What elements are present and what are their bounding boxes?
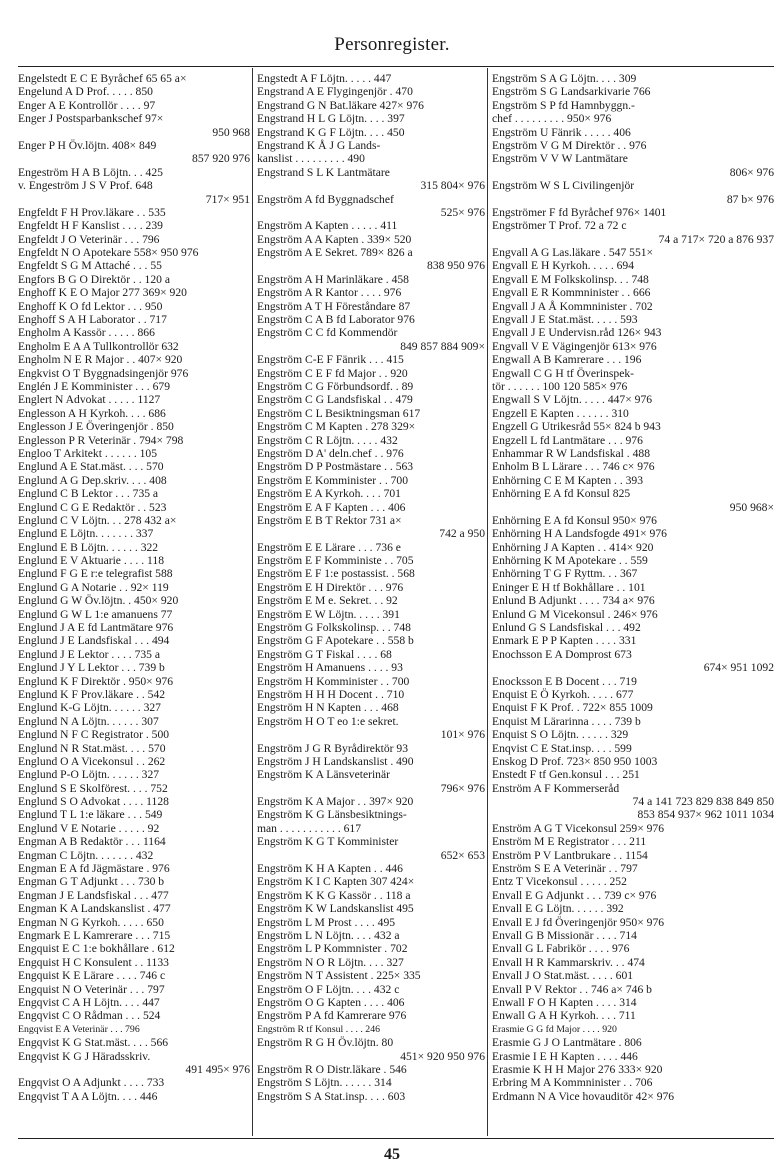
register-entry: Enghoff K O fd Lektor . . . 950 [18, 299, 163, 313]
register-entry: Enhörning K M Apotekare . . 559 [492, 554, 648, 568]
register-entry: Engström D A' deln.chef . . 976 [257, 446, 404, 460]
register-entry: Enmark E P P Kapten . . . . 331 [492, 634, 637, 648]
register-entry: Enqvist C E Stat.insp. . . . 599 [492, 741, 632, 755]
register-entry: Engfeldt N O Apotekare 558× 950 976 [18, 246, 199, 260]
register-entry: Engström R O Distr.läkare . 546 [257, 1062, 407, 1076]
register-entry: Engström E M e. Sekret. . . 92 [257, 594, 398, 608]
register-entry: Englund J E Landsfiskal . . . 494 [18, 634, 170, 648]
register-entry: Engström C E F fd Major . . 920 [257, 366, 408, 380]
register-entry: Englund N A Löjtn. . . . . . 307 [18, 714, 159, 728]
register-column-2 [257, 72, 485, 1103]
register-entry: Enhörning H A Landsfogde 491× 976 [492, 527, 667, 541]
register-column-3 [492, 72, 774, 1103]
register-entry-continuation: 315 804× 976 [420, 179, 485, 193]
register-entry: Engström K H A Kapten . . 446 [257, 862, 403, 876]
register-entry-continuation: 74 a 717× 720 a 876 937 [658, 232, 774, 246]
register-entry-continuation: 491 495× 976 [185, 1062, 250, 1076]
register-entry: Enhörning E A fd Konsul 825 [492, 487, 631, 501]
register-entry: Enquist E Ö Kyrkoh. . . . . 677 [492, 687, 634, 701]
register-entry-continuation: 806× 976 [729, 165, 774, 179]
register-entry: Engvall E R Kommninister . . 666 [492, 286, 651, 300]
register-entry: Englert N Advokat . . . . . 1127 [18, 393, 161, 407]
register-entry: Engström K G T Komminister [257, 835, 399, 849]
register-entry: Engström H Amanuens . . . . 93 [257, 661, 403, 675]
register-entry: Engholm E A A Tullkontrollör 632 [18, 339, 179, 353]
register-entry: Engvall A G Las.läkare . 547 551× [492, 246, 654, 260]
register-entry: Engström K K G Kassör . . 118 a [257, 888, 411, 902]
register-entry: Engvall J E Undervisn.råd 126× 943 [492, 326, 662, 340]
register-entry: Engström V G M Direktör . . 976 [492, 138, 647, 152]
register-entry: Engqvist C O Rådman . . . 524 [18, 1009, 161, 1023]
register-entry: Engström K A Länsveterinär [257, 768, 390, 782]
register-entry: Engström E A F Kapten . . . 406 [257, 500, 406, 514]
column-divider [252, 68, 253, 1136]
register-entry: Engström K A Major . . 397× 920 [257, 795, 414, 809]
register-entry: Engström A R Kantor . . . . 976 [257, 286, 402, 300]
register-entry: Englund J Y L Lektor . . . 739 b [18, 661, 165, 675]
register-entry: Envall E J fd Överingenjör 950× 976 [492, 915, 665, 929]
register-entry: Engman E A fd Jägmästare . 976 [18, 862, 170, 876]
register-entry: Engström A fd Byggnadschef [257, 192, 394, 206]
register-entry: Engvall E M Folkskolinsp. . . 748 [492, 272, 649, 286]
register-entry: Engström K I C Kapten 307 424× [257, 875, 415, 889]
register-entry: Engfeldt J O Veterinär . . . 796 [18, 232, 160, 246]
register-entry: Engeström H A B Löjtn. . . 425 [18, 165, 163, 179]
register-entry: Englund T L 1:e läkare . . . 549 [18, 808, 163, 822]
register-entry: Engström N T Assistent . 225× 335 [257, 969, 421, 983]
register-entry: Engström S A G Löjtn. . . . 309 [492, 72, 637, 85]
register-entry-continuation: 950 968 [212, 125, 250, 139]
register-entry: Engström A Kapten . . . . . 411 [257, 219, 398, 233]
register-entry: Enger J Postsparbankschef 97× [18, 112, 164, 126]
register-entry: Engfeldt F H Prov.läkare . . 535 [18, 205, 166, 219]
register-entry: Engqvist K G J Häradsskriv. [18, 1049, 151, 1063]
register-entry: Englund J E Lektor . . . . 735 a [18, 647, 161, 661]
register-entry: Engfors B G O Direktör . . 120 a [18, 272, 170, 286]
register-entry: Engström A A Kapten . 339× 520 [257, 232, 412, 246]
register-entry: Engström E F Komministe . . 705 [257, 554, 414, 568]
register-entry: Englund C B Lektor . . . 735 a [18, 487, 159, 501]
register-entry: kanslist . . . . . . . . . 490 [257, 152, 365, 166]
register-entry: Enger A E Kontrollör . . . . 97 [18, 98, 156, 112]
register-entry: Engqvist K G Stat.mäst. . . . 566 [18, 1036, 169, 1050]
register-entry: Englund K F Direktör . 950× 976 [18, 674, 173, 688]
register-entry: Engströmer F fd Byråchef 976× 1401 [492, 205, 667, 219]
register-entry: Engström W S L Civilingenjör [492, 179, 635, 193]
register-entry: Engstrand K Å J G Lands- [257, 138, 381, 152]
register-entry: Enger P H Öv.löjtn. 408× 849 [18, 138, 157, 152]
register-entry: Envall P V Rektor . . 746 a× 746 b [492, 982, 652, 996]
register-entry: Engström K G Länsbesiktnings- [257, 808, 407, 822]
register-entry: Enström A F Kommerseråd [492, 781, 620, 795]
register-entry: Englund K F Prov.läkare . . 542 [18, 687, 166, 701]
register-entry: Engström A H Marinläkare . 458 [257, 272, 409, 286]
register-entry: Engkvist O T Byggnadsingenjör 976 [18, 366, 189, 380]
register-entry: Engqvist T A A Löjtn. . . . 446 [18, 1089, 158, 1103]
register-entry: Engström C R Löjtn. . . . . 432 [257, 433, 398, 447]
register-entry: Englund S O Advokat . . . . 1128 [18, 795, 169, 809]
register-entry: Engelstedt E C E Byråchef 65 65 a× [18, 72, 187, 85]
register-entry: Envall E G Löjtn. . . . . . 392 [492, 902, 624, 916]
register-entry: Enhörning J A Kapten . . 414× 920 [492, 540, 654, 554]
register-entry: Engström C G Landsfiskal . . 479 [257, 393, 413, 407]
register-entry-continuation: 849 857 884 909× [400, 339, 485, 353]
register-entry: Envall J O Stat.mäst. . . . . 601 [492, 969, 634, 983]
register-entry: Engman G T Adjunkt . . . 730 b [18, 875, 165, 889]
register-entry-continuation: 451× 920 950 976 [400, 1049, 485, 1063]
register-entry: Engström G Folkskolinsp. . . 748 [257, 621, 411, 635]
page-number: 45 [384, 1146, 400, 1163]
register-entry: Enström S E A Veterinär . . 797 [492, 862, 638, 876]
register-entry: Engstedt A F Löjtn. . . . . 447 [257, 72, 392, 85]
register-entry: Engströmer T Prof. 72 a 72 c [492, 219, 627, 233]
register-entry: Engman C Löjtn. . . . . . . 432 [18, 848, 154, 862]
register-entry: Enquist F K Prof. . 722× 855 1009 [492, 701, 653, 715]
register-entry-continuation: 674× 951 1092 [703, 661, 774, 675]
register-entry: Erasmie G G fd Major . . . . 920 [492, 1023, 617, 1035]
register-entry: Engström S P fd Hamnbyggn.- [492, 98, 635, 112]
register-entry-continuation: 74 a 141 723 829 838 849 850 [632, 795, 774, 809]
register-entry: Englund G W Öv.löjtn. . 450× 920 [18, 594, 179, 608]
register-entry: Engström R G H Öv.löjtn. 80 [257, 1036, 394, 1050]
register-entry-continuation: 87 b× 976 [726, 192, 774, 206]
register-entry: Engwall C G H tf Överinspek- [492, 366, 634, 380]
register-entry: Englund N R Stat.mäst. . . . 570 [18, 741, 166, 755]
register-entry: Enlund G S Landsfiskal . . . 492 [492, 621, 641, 635]
register-entry: Engström E B T Rektor 731 a× [257, 513, 402, 527]
register-entry: Engstrand S L K Lantmätare [257, 165, 390, 179]
register-entry: Engström O G Kapten . . . . 406 [257, 995, 405, 1009]
register-entry: Envall G L Fabrikör . . . . 976 [492, 942, 630, 956]
register-entry-continuation: 796× 976 [440, 781, 485, 795]
register-entry: chef . . . . . . . . . 950× 976 [492, 112, 612, 126]
register-entry-continuation: 101× 976 [440, 728, 485, 742]
register-entry: Engström U Fänrik . . . . . 406 [492, 125, 631, 139]
register-entry: Engström A T H Föreståndare 87 [257, 299, 411, 313]
register-entry: Engström E H Direktör . . . 976 [257, 580, 404, 594]
register-entry: Englund C V Löjtn. . . 278 432 a× [18, 513, 177, 527]
register-entry: Englund V E Notarie . . . . . 92 [18, 821, 160, 835]
register-entry: Engquist N O Veterinär . . . 797 [18, 982, 165, 996]
register-entry: Englesson A H Kyrkoh. . . . 686 [18, 406, 166, 420]
register-entry: Engström C A B fd Laborator 976 [257, 313, 415, 327]
register-entry: Enwall F O H Kapten . . . . 314 [492, 995, 637, 1009]
register-entry: Englund C G E Redaktör . . 523 [18, 500, 167, 514]
register-entry: Englund G W L 1:e amanuens 77 [18, 607, 173, 621]
register-entry: Englund F G E r:e telegrafist 588 [18, 567, 173, 581]
register-entry: Engvall V E Vägingenjör 613× 976 [492, 339, 657, 353]
register-entry: Engström D P Postmästare . . 563 [257, 460, 414, 474]
register-entry: Engström E Komminister . . 700 [257, 473, 409, 487]
register-entry: Engman A B Redaktör . . . 1164 [18, 835, 166, 849]
register-entry: Engström O F Löjtn. . . . 432 c [257, 982, 400, 996]
register-entry: Engström J H Landskanslist . 490 [257, 754, 414, 768]
register-entry: Engström P A fd Kamrerare 976 [257, 1009, 407, 1023]
register-entry: Engström V V W Lantmätare [492, 152, 628, 166]
register-entry: Engström C L Besiktningsman 617 [257, 406, 421, 420]
register-entry: tör . . . . . . 100 120 585× 976 [492, 379, 628, 393]
register-entry: Enquist M Lärarinna . . . . 739 b [492, 714, 641, 728]
register-entry: Engström G T Fiskal . . . . 68 [257, 647, 392, 661]
register-entry: Engholm A Kassör . . . . . 866 [18, 326, 155, 340]
register-entry: Engquist H C Konsulent . . 1133 [18, 955, 169, 969]
register-entry-continuation: 717× 951 [205, 192, 250, 206]
register-entry: Englund A E Stat.mäst. . . . 570 [18, 460, 164, 474]
register-entry: Engström C-E F Fänrik . . . 415 [257, 353, 404, 367]
register-entry: Engman N G Kyrkoh. . . . . 650 [18, 915, 164, 929]
register-entry: Engwall A B Kamrerare . . . 196 [492, 353, 642, 367]
register-entry: Engqvist C A H Löjtn. . . . 447 [18, 995, 160, 1009]
register-entry: Engström E E Lärare . . . 736 e [257, 540, 401, 554]
register-entry: Engstrand H L G Löjtn. . . . 397 [257, 112, 405, 126]
register-entry: Engström H O T eo 1:e sekret. [257, 714, 399, 728]
register-entry: v. Engeström J S V Prof. 648 [18, 179, 153, 193]
register-entry: Engvall J E Stat.mäst. . . . . 593 [492, 313, 638, 327]
register-entry: Enström A G T Vicekonsul 259× 976 [492, 821, 665, 835]
page-title: Personregister. [334, 34, 450, 55]
register-entry: Englund A G Dep.skriv. . . . 408 [18, 473, 167, 487]
register-entry: Enwall G A H Kyrkoh. . . . 711 [492, 1009, 636, 1023]
register-entry: Erasmie I E H Kapten . . . . 446 [492, 1049, 638, 1063]
register-entry: Engström G F Apotekare . . 558 b [257, 634, 414, 648]
register-entry: Erasmie K H H Major 276 333× 920 [492, 1062, 663, 1076]
register-entry: Engman K A Landskanslist . 477 [18, 902, 171, 916]
register-entry: Enström P V Lantbrukare . . 1154 [492, 848, 648, 862]
register-entry: Engström C G Förbundsordf. . 89 [257, 379, 414, 393]
register-entry: Engquist K E Lärare . . . . 746 c [18, 969, 166, 983]
register-entry: Englund K-G Löjtn. . . . . . 327 [18, 701, 161, 715]
register-entry: Engström E W Löjtn. . . . . 391 [257, 607, 400, 621]
register-entry-continuation: 857 920 976 [192, 152, 250, 166]
register-entry: Englesson P R Veterinär . 794× 798 [18, 433, 184, 447]
register-entry: Engvall E H Kyrkoh. . . . . 694 [492, 259, 635, 273]
register-entry: Envall H R Kammarskriv. . . 474 [492, 955, 645, 969]
register-entry: Engström S A Stat.insp. . . . 603 [257, 1089, 406, 1103]
register-entry: Engström L N Löjtn. . . . 432 a [257, 929, 400, 942]
register-entry: Engholm N E R Major . . 407× 920 [18, 353, 183, 367]
register-entry: Enstedt F tf Gen.konsul . . . 251 [492, 768, 640, 782]
register-entry: Enström M E Registrator . . . 211 [492, 835, 647, 849]
register-entry: Engström H H H Docent . . 710 [257, 687, 405, 701]
register-entry: Englund E Löjtn. . . . . . . 337 [18, 527, 154, 541]
register-entry: Englund E V Aktuarie . . . . 118 [18, 554, 164, 568]
register-entry: Englesson J E Överingenjör . 850 [18, 420, 174, 434]
register-entry: Engqvist O A Adjunkt . . . . 733 [18, 1076, 165, 1090]
register-entry: Engstrand K G F Löjtn. . . . 450 [257, 125, 405, 139]
register-entry: Enghoff S A H Laborator . . 717 [18, 313, 167, 327]
register-entry: Englund J A E fd Lantmätare 976 [18, 621, 174, 635]
register-entry: Engstrand A E Flygingenjör . 470 [257, 85, 413, 99]
register-entry: Engzell G Utrikesråd 55× 824 b 943 [492, 420, 661, 434]
register-entry-continuation: 652× 653 [440, 848, 485, 862]
register-entry: Engfeldt H F Kanslist . . . . 239 [18, 219, 163, 233]
register-entry: Enghoff K E O Major 277 369× 920 [18, 286, 187, 300]
register-entry: Englund E B Löjtn. . . . . . 322 [18, 540, 159, 554]
register-entry: Engström E F 1:e postassist. . 568 [257, 567, 415, 581]
register-entry: Entz T Vicekonsul . . . . . 252 [492, 875, 627, 889]
footer-rule [18, 1138, 774, 1139]
register-entry: Engström S G Landsarkivarie 766 [492, 85, 651, 99]
register-entry: Enquist S O Löjtn. . . . . . 329 [492, 728, 629, 742]
register-entry: Engström A E Sekret. 789× 826 a [257, 246, 413, 260]
register-entry: Engström E A Kyrkoh. . . . 701 [257, 487, 401, 501]
register-entry: Engmark E L Kamrerare . . . 715 [18, 929, 171, 942]
register-entry: Engström R tf Konsul . . . . 246 [257, 1023, 381, 1035]
register-entry: Englund O A Vicekonsul . . 262 [18, 754, 166, 768]
register-entry: Englund G A Notarie . . 92× 119 [18, 580, 169, 594]
register-entry: Enhammar R W Landsfiskal . 488 [492, 446, 650, 460]
register-entry: Englén J E Komminister . . . 679 [18, 379, 170, 393]
register-entry: Erbring M A Kommninister . . 706 [492, 1076, 653, 1090]
register-entry: Engström N O R Löjtn. . . . 327 [257, 955, 404, 969]
register-entry: Envall E G Adjunkt . . . 739 c× 976 [492, 888, 657, 902]
register-entry: Engström C C fd Kommendör [257, 326, 398, 340]
register-entry: Envall G B Missionär . . . . 714 [492, 929, 637, 942]
register-entry: Engström H N Kapten . . . 468 [257, 701, 399, 715]
register-entry: Engzell E Kapten . . . . . . 310 [492, 406, 629, 420]
register-entry: Enlund B Adjunkt . . . . 734 a× 976 [492, 594, 655, 608]
register-entry: Engman J E Landsfiskal . . . 477 [18, 888, 169, 902]
register-entry-continuation: 950 968× [729, 500, 774, 514]
register-entry: Engelund A D Prof. . . . . 850 [18, 85, 153, 99]
register-entry: Englund P-O Löjtn. . . . . . 327 [18, 768, 160, 782]
register-entry-continuation: 525× 976 [440, 205, 485, 219]
register-entry: Engloo T Arkitekt . . . . . . 105 [18, 446, 158, 460]
register-entry: Enlund G M Vicekonsul . 246× 976 [492, 607, 658, 621]
register-entry: Enholm B L Lärare . . . 746 c× 976 [492, 460, 655, 474]
register-entry-continuation: 838 950 976 [427, 259, 485, 273]
register-entry: Engvall J A Å Kommninister . 702 [492, 299, 653, 313]
register-entry: Erdmann N A Vice hovauditör 42× 976 [492, 1089, 675, 1103]
register-entry-continuation: 853 854 937× 962 1011 1034 [637, 808, 774, 822]
register-entry: Enskog D Prof. 723× 850 950 1003 [492, 754, 658, 768]
register-entry: Engström C M Kapten . 278 329× [257, 420, 416, 434]
register-entry: Engström S Löjtn. . . . . . 314 [257, 1076, 392, 1090]
register-entry: Enhörning C E M Kapten . . 393 [492, 473, 644, 487]
register-entry: Englund N F C Registrator . 500 [18, 728, 170, 742]
register-entry: Enhörning E A fd Konsul 950× 976 [492, 513, 657, 527]
register-entry-continuation: 742 a 950 [439, 527, 485, 541]
register-entry: Engström L P Kommnister . 702 [257, 942, 408, 956]
register-entry: Engstrand G N Bat.läkare 427× 976 [257, 98, 424, 112]
register-entry: Enocksson E B Docent . . . 719 [492, 674, 637, 688]
register-entry: Enochsson E A Domprost 673 [492, 647, 632, 661]
register-entry: Engqvist E A Veterinär . . . 796 [18, 1023, 140, 1035]
header-rule [18, 66, 774, 67]
register-entry: Engström K W Landskanslist 495 [257, 902, 414, 916]
register-entry: Engström L M Prost . . . . 495 [257, 915, 396, 929]
register-entry: Engfeldt S G M Attaché . . . 55 [18, 259, 162, 273]
register-entry: Erasmie G J O Lantmätare . 806 [492, 1036, 642, 1050]
register-entry: Engström H Komminister . . 700 [257, 674, 410, 688]
register-column-1 [18, 72, 250, 1103]
column-divider [487, 68, 488, 1136]
register-entry: Engzell L fd Lantmätare . . . 976 [492, 433, 643, 447]
register-entry: Engquist E C 1:e bokhållare . 612 [18, 942, 175, 956]
register-entry: Engwall S V Löjtn. . . . . 447× 976 [492, 393, 653, 407]
register-entry: Eninger E H tf Bokhållare . . 101 [492, 580, 646, 594]
register-entry: Englund S E Skolförest. . . . 752 [18, 781, 168, 795]
register-entry: Engström J G R Byrådirektör 93 [257, 741, 409, 755]
register-entry: man . . . . . . . . . . . 617 [257, 821, 362, 835]
register-entry: Enhörning T G F Ryttm. . . 367 [492, 567, 638, 581]
